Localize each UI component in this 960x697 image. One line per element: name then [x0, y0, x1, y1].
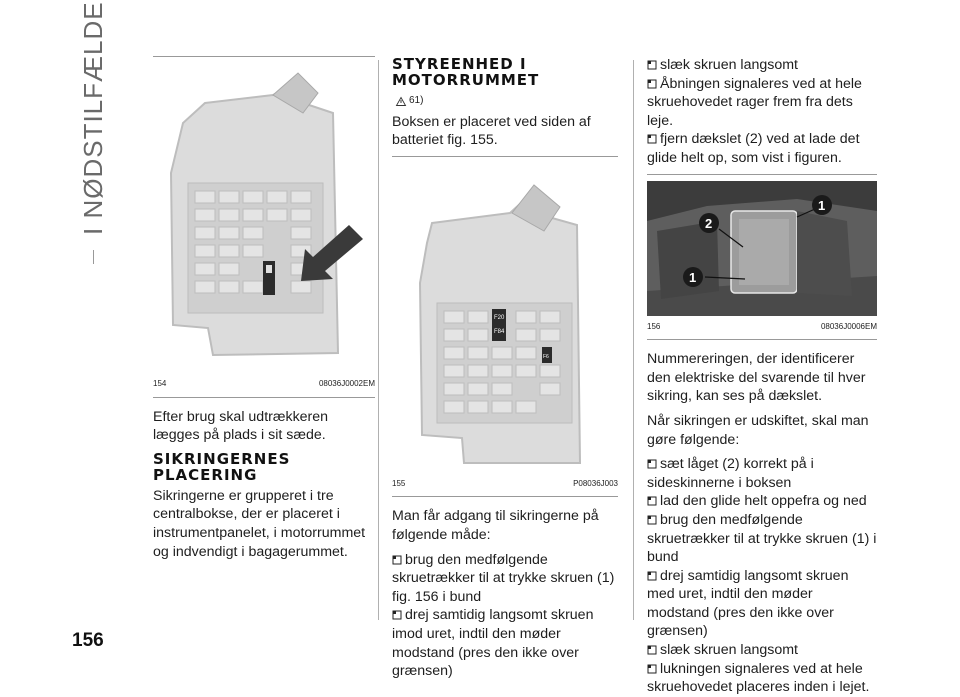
figure-number: 154 [153, 379, 167, 388]
bullet-icon [647, 134, 657, 144]
bullet-icon [647, 571, 657, 581]
bullet-item [647, 455, 877, 492]
top-rule [647, 174, 877, 175]
callout-label: 2 [705, 215, 713, 231]
bullet-icon [647, 79, 657, 89]
bullet-icon [647, 496, 657, 506]
figure-code: P08036J003 [573, 478, 618, 488]
figure-caption [153, 373, 375, 398]
figure-number: 155 [392, 478, 406, 488]
bullet-text: drej samtidig langsomt skruen imod uret, indtil den møder modstand (pres den ikke over grænsen) [392, 607, 594, 680]
paragraph: Nummereringen, der identificerer den elektriske del svarende til hver sikring, kan ses på dækslet. [647, 351, 866, 405]
column-divider [378, 60, 379, 620]
heading-line: SIKRINGERNES [153, 449, 291, 468]
fuse-box-illustration [392, 163, 618, 473]
warning-reference [396, 92, 618, 111]
paragraph: Efter brug skal udtrækkeren lægges på plads i sit sæde. [153, 408, 329, 444]
bullet-text: fjern dækslet (2) ved at lade det glide helt op, som vist i figuren. [647, 131, 860, 166]
fuse-label: F20 [494, 314, 505, 321]
bullet-icon [392, 555, 402, 565]
column-1 [153, 56, 375, 567]
column-2 [392, 56, 618, 681]
heading-line: PLACERING [153, 465, 258, 484]
engine-bay-photo [647, 181, 877, 316]
bullet-item [647, 511, 877, 567]
section-title-rule [93, 250, 94, 264]
figure-caption [392, 473, 618, 498]
figure-code: 08036J0002EM [318, 379, 375, 388]
bullet-item [647, 130, 877, 167]
top-rule [392, 156, 618, 157]
bullet-item [647, 56, 877, 75]
bullet-icon [647, 664, 657, 674]
bullet-item [647, 567, 877, 641]
section-heading [153, 451, 375, 483]
bullet-item [647, 641, 877, 660]
paragraph: Boksen er placeret ved siden af batteriet fig. 155. [392, 113, 591, 149]
top-rule [153, 56, 375, 57]
bullet-text: lukningen signaleres ved at hele skruehovedet placeres inden i lejet. [647, 660, 870, 696]
callout-label: 1 [818, 197, 826, 213]
section-title [78, 1, 108, 240]
heading-line: STYREENHED I [392, 55, 527, 73]
paragraph: Når sikringen er udskiftet, skal man gøre følgende: [647, 412, 869, 448]
figure-code: 08036J0006EM [820, 321, 877, 331]
bullet-item [647, 75, 877, 131]
figure-154 [153, 63, 375, 373]
fuse-label: F6 [543, 353, 549, 360]
figure-155 [392, 163, 618, 473]
figure-caption [647, 316, 877, 341]
fuse-label: F84 [494, 328, 505, 335]
section-title-text: I NØDSTILFÆLDE [78, 1, 108, 235]
section-heading [392, 56, 618, 88]
bullet-text: lad den glide helt oppefra og ned [660, 493, 867, 510]
warning-icon [396, 97, 406, 106]
figure-number: 156 [647, 321, 661, 331]
bullet-text: brug den medfølgende skruetrækker til at trykke skruen (1) fig. 156 i bund [392, 551, 615, 605]
paragraph: Sikringerne er grupperet i tre centralbokse, der er placeret i instrumentpanelet, i motorrummet og indvendigt i bagagerummet. [153, 487, 366, 560]
bullet-icon [647, 60, 657, 70]
bullet-text: slæk skruen langsomt [660, 642, 798, 659]
bullet-icon [647, 515, 657, 525]
heading-line: MOTORRUMMET [392, 71, 540, 89]
callout-label: 1 [689, 269, 697, 285]
bullet-text: Åbningen signaleres ved at hele skruehovedet rager frem fra dets leje. [647, 75, 862, 129]
bullet-item [392, 606, 618, 680]
bullet-item [392, 551, 618, 607]
paragraph: Man får adgang til sikringerne på følgende måde: [392, 508, 599, 543]
bullet-text: slæk skruen langsomt [660, 57, 798, 73]
bullet-text: brug den medfølgende skruetrækker til at trykke skruen (1) i bund [647, 511, 877, 566]
warning-ref-number: 61) [409, 95, 424, 106]
fuse-box-illustration [153, 63, 375, 373]
bullet-text: sæt låget (2) korrekt på i sideskinnerne i boksen [647, 456, 814, 491]
bullet-item [647, 660, 877, 697]
column-3 [647, 56, 877, 697]
bullet-icon [647, 459, 657, 469]
page-number: 156 [72, 630, 104, 651]
bullet-text: drej samtidig langsomt skruen med uret, indtil den møder modstand (pres den ikke over grænsen) [647, 567, 849, 640]
bullet-item [647, 492, 877, 511]
column-divider [633, 60, 634, 620]
bullet-icon [392, 610, 402, 620]
figure-156 [647, 181, 877, 316]
bullet-icon [647, 645, 657, 655]
